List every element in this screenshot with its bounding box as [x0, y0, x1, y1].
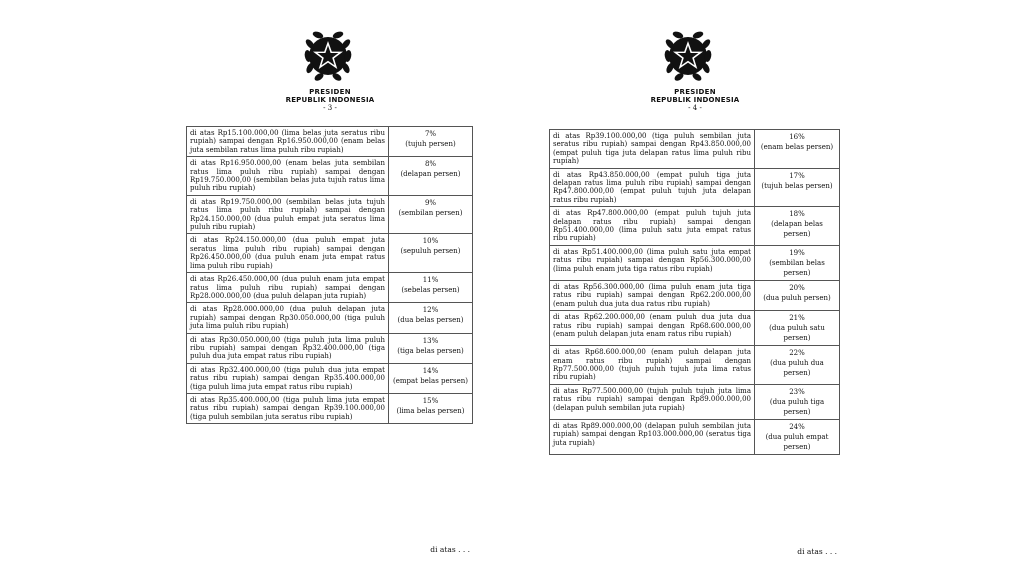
rate-percent: 10%	[422, 237, 439, 246]
rate-words: (empat belas persen)	[392, 376, 468, 385]
continuation-text: di atas . . .	[430, 545, 470, 554]
rate-percent: 21%	[789, 314, 805, 323]
table-row	[550, 168, 840, 207]
rate-cell	[755, 419, 840, 454]
table-row	[550, 311, 840, 346]
table-row	[550, 419, 840, 454]
rate-cell	[389, 195, 473, 234]
rate-percent: 17%	[789, 171, 805, 180]
table-row	[550, 346, 840, 385]
rate-cell	[755, 384, 840, 419]
rate-cell	[755, 207, 840, 246]
rate-cell	[389, 303, 473, 333]
income-bracket-cell: di atas Rp68.600.000,00 (enam puluh delapan juta enam ratus ribu rupiah) sampai dengan Rp77.500.000,00 (tujuh puluh tujuh juta lima ratus ribu rupiah)	[550, 346, 755, 385]
rate-cell	[389, 273, 473, 303]
rate-words: (dua belas persen)	[397, 316, 464, 325]
rate-words: (dua puluh persen)	[763, 293, 831, 302]
income-bracket-cell: di atas Rp35.400.000,00 (tiga puluh lima juta empat ratus ribu rupiah) sampai dengan Rp39.100.000,00 (tiga puluh sembilan juta seratus ribu rupiah)	[187, 393, 389, 423]
income-bracket-cell: di atas Rp89.000.000,00 (delapan puluh sembilan juta rupiah) sampai dengan Rp103.000.000,00 (seratus tiga juta rupiah)	[550, 419, 755, 454]
rate-cell	[389, 333, 473, 363]
rate-words: (lima belas persen)	[396, 406, 465, 415]
rate-words: (enam belas persen)	[760, 143, 834, 151]
income-bracket-cell: di atas Rp28.000.000,00 (dua puluh delapan juta rupiah) sampai dengan Rp30.050.000,00 (tiga puluh juta lima puluh ribu rupiah)	[187, 303, 389, 333]
continuation-text: di atas . . .	[797, 547, 837, 556]
header-title: PRESIDEN	[674, 88, 716, 96]
income-bracket-cell: di atas Rp47.800.000,00 (empat puluh tujuh juta delapan ratus ribu rupiah) sampai dengan Rp51.400.000,00 (lima puluh satu juta empat ratus ribu rupiah)	[550, 207, 755, 246]
rate-percent: 9%	[424, 198, 437, 207]
garuda-star-emblem-icon	[658, 26, 718, 86]
rate-cell	[389, 234, 473, 273]
rate-words: (tiga belas persen)	[397, 346, 464, 355]
income-bracket-cell: di atas Rp62.200.000,00 (enam puluh dua juta dua ratus ribu rupiah) sampai dengan Rp68.600.000,00 (enam puluh delapan juta enam ratus ribu rupiah)	[550, 311, 755, 346]
rate-cell	[755, 311, 840, 346]
income-bracket-cell: di atas Rp15.100.000,00 (lima belas juta seratus ribu rupiah) sampai dengan Rp16.950.000,00 (enam belas juta sembilan ratus lima puluh ribu rupiah)	[187, 127, 389, 157]
rate-percent: 14%	[422, 366, 439, 375]
rate-words: (dua puluh satu persen)	[769, 324, 825, 343]
income-bracket-cell: di atas Rp56.300.000,00 (lima puluh enam juta tiga ratus ribu rupiah) sampai dengan Rp62.200.000,00 (enam puluh dua juta dua ratus ribu rupiah)	[550, 280, 755, 310]
table-row	[187, 234, 473, 273]
income-bracket-cell: di atas Rp24.150.000,00 (dua puluh empat juta seratus lima puluh ribu rupiah) sampai dengan Rp26.450.000,00 (dua puluh enam juta empat ratus lima puluh ribu rupiah)	[187, 234, 389, 273]
table-row	[550, 130, 840, 169]
table-row	[187, 195, 473, 234]
rate-words: (dua puluh empat persen)	[765, 432, 829, 451]
rate-words: (sembilan belas persen)	[769, 258, 825, 277]
page-number: - 4 -	[688, 104, 702, 112]
income-bracket-cell: di atas Rp51.400.000,00 (lima puluh satu juta empat ratus ribu rupiah) sampai dengan Rp56.300.000,00 (lima puluh enam juta tiga ratus ribu rupiah)	[550, 245, 755, 280]
income-bracket-cell: di atas Rp16.950.000,00 (enam belas juta sembilan ratus lima puluh ribu rupiah) sampai dengan Rp19.750.000,00 (sembilan belas juta tujuh ratus lima puluh ribu rupiah)	[187, 157, 389, 196]
page-number: - 3 -	[323, 104, 337, 112]
table-row	[187, 393, 473, 423]
income-bracket-cell: di atas Rp77.500.000,00 (tujuh puluh tujuh juta lima ratus ribu rupiah) sampai dengan Rp89.000.000,00 (delapan puluh sembilan juta rupiah)	[550, 384, 755, 419]
header-subtitle: REPUBLIK INDONESIA	[650, 96, 740, 104]
income-bracket-cell: di atas Rp30.050.000,00 (tiga puluh juta lima puluh ribu rupiah) sampai dengan Rp32.400.000,00 (tiga puluh dua juta empat ratus ribu rupiah)	[187, 333, 389, 363]
table-row	[187, 127, 473, 157]
tax-rate-table	[186, 126, 473, 424]
table-row	[550, 245, 840, 280]
income-bracket-cell: di atas Rp32.400.000,00 (tiga puluh dua juta empat ratus ribu rupiah) sampai dengan Rp35.400.000,00 (tiga puluh lima juta empat ratus ribu rupiah)	[187, 363, 389, 393]
rate-words: (sembilan persen)	[398, 208, 463, 217]
rate-words: (delapan belas persen)	[771, 220, 823, 239]
header-title: PRESIDEN	[309, 88, 351, 96]
table-row	[187, 157, 473, 196]
table-row	[187, 273, 473, 303]
tax-rate-table	[549, 129, 840, 455]
rate-words: (sebelas persen)	[401, 286, 460, 295]
rate-percent: 15%	[422, 396, 439, 405]
table-row	[187, 333, 473, 363]
income-bracket-cell: di atas Rp39.100.000,00 (tiga puluh sembilan juta seratus ribu rupiah) sampai dengan Rp43.850.000,00 (empat puluh tiga juta delapan ratus lima puluh ribu rupiah)	[550, 130, 755, 169]
rate-percent: 16%	[789, 133, 805, 141]
rate-percent: 8%	[424, 160, 437, 169]
rate-cell	[755, 280, 840, 310]
rate-percent: 19%	[789, 248, 805, 257]
rate-cell	[389, 127, 473, 157]
rate-percent: 13%	[422, 336, 439, 345]
rate-percent: 18%	[789, 210, 805, 219]
rate-percent: 11%	[422, 276, 439, 285]
rate-words: (dua puluh tiga persen)	[769, 397, 825, 416]
table-row	[550, 207, 840, 246]
rate-words: (tujuh belas persen)	[761, 181, 833, 190]
rate-percent: 23%	[789, 387, 805, 396]
table-row	[550, 384, 840, 419]
rate-cell	[755, 346, 840, 385]
rate-words: (dua puluh dua persen)	[770, 359, 824, 378]
income-bracket-cell: di atas Rp43.850.000,00 (empat puluh tiga juta delapan ratus lima puluh ribu rupiah) sampai dengan Rp47.800.000,00 (empat puluh tujuh juta delapan ratus ribu rupiah)	[550, 168, 755, 207]
rate-cell	[755, 245, 840, 280]
rate-percent: 7%	[424, 130, 437, 138]
table-row	[187, 303, 473, 333]
rate-words: (sepuluh persen)	[400, 247, 461, 256]
rate-cell	[755, 168, 840, 207]
table-row	[550, 280, 840, 310]
rate-words: (tujuh persen)	[405, 140, 456, 148]
rate-percent: 22%	[789, 349, 805, 358]
rate-cell	[389, 393, 473, 423]
income-bracket-cell: di atas Rp19.750.000,00 (sembilan belas juta tujuh ratus lima puluh ribu rupiah) sampai dengan Rp24.150.000,00 (dua puluh empat juta seratus lima puluh ribu rupiah)	[187, 195, 389, 234]
rate-cell	[755, 130, 840, 169]
rate-percent: 24%	[789, 422, 805, 431]
rate-cell	[389, 363, 473, 393]
garuda-star-emblem-icon	[298, 26, 358, 86]
rate-words: (delapan persen)	[400, 170, 461, 179]
rate-percent: 12%	[422, 306, 439, 315]
header-subtitle: REPUBLIK INDONESIA	[285, 96, 375, 104]
income-bracket-cell: di atas Rp26.450.000,00 (dua puluh enam juta empat ratus lima puluh ribu rupiah) sampai dengan Rp28.000.000,00 (dua puluh delapan juta rupiah)	[187, 273, 389, 303]
rate-percent: 20%	[789, 283, 805, 292]
rate-cell	[389, 157, 473, 196]
table-row	[187, 363, 473, 393]
